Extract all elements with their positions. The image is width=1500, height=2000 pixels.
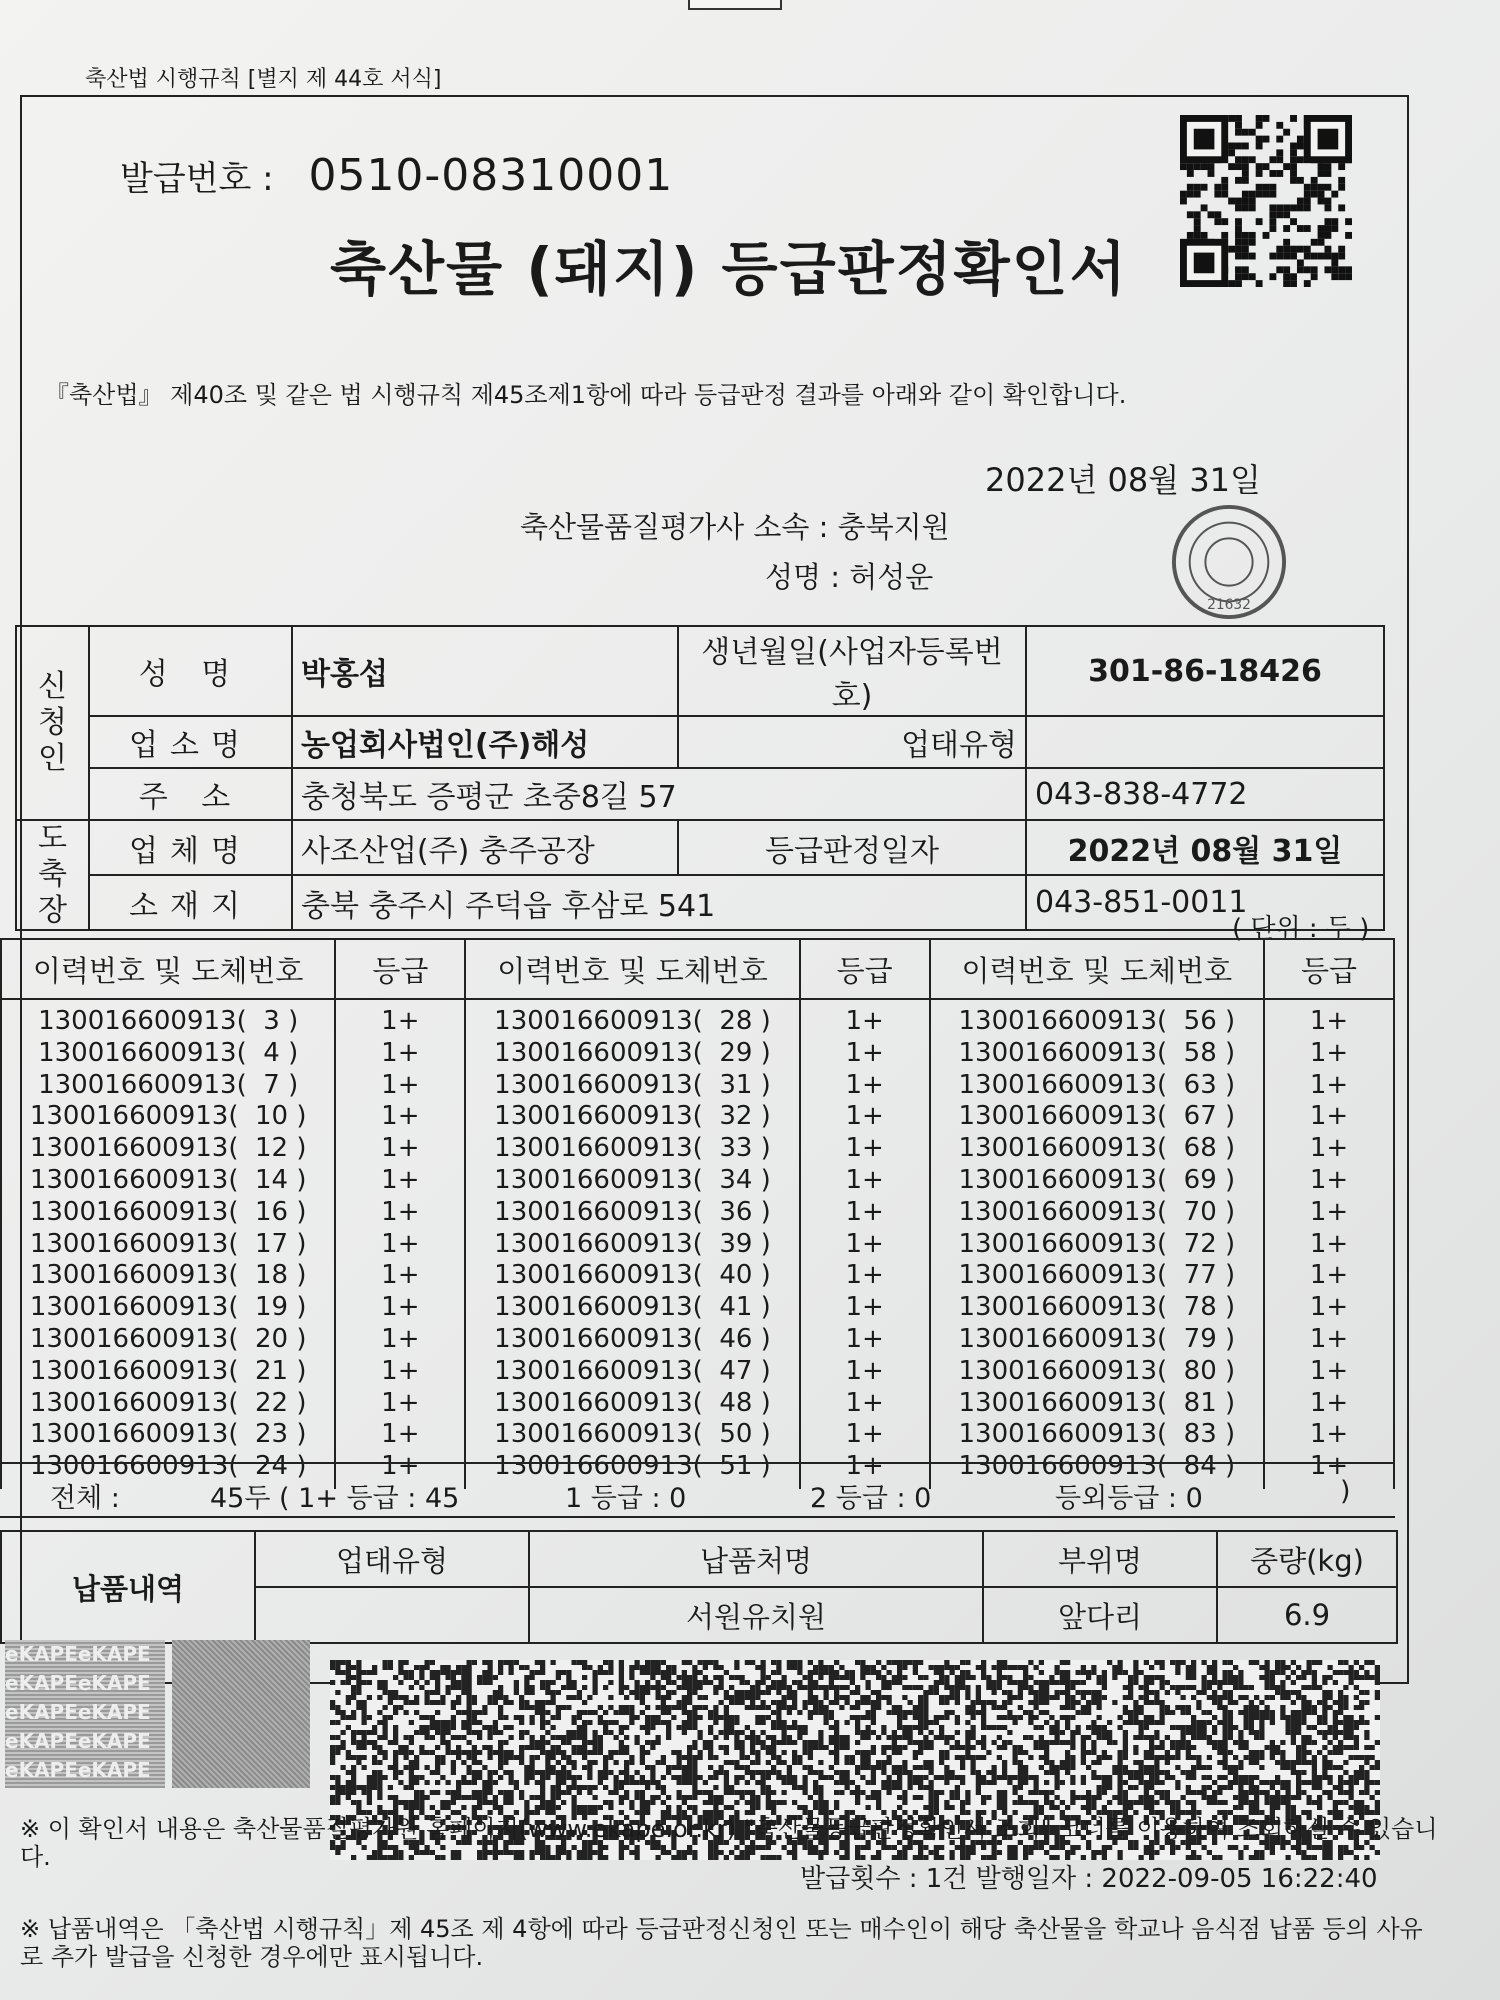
grade-value: 1+ (381, 1228, 420, 1259)
grade-value: 1+ (1309, 1355, 1349, 1386)
grade-value: 1+ (381, 1164, 420, 1195)
carcass-id: 130016600913( 33 ) (494, 1133, 771, 1164)
grade-value: 1+ (845, 1387, 884, 1418)
grade-value: 1+ (845, 1164, 884, 1195)
carcass-id: 130016600913( 80 ) (958, 1355, 1236, 1386)
staple-tab (688, 0, 782, 10)
grade-value: 1+ (1309, 1323, 1349, 1354)
grade-value: 1+ (1309, 1006, 1349, 1036)
delivery-recipient: 서원유치원 (529, 1587, 983, 1643)
carcass-id: 130016600913( 10 ) (29, 1101, 307, 1132)
grade-value: 1+ (845, 1196, 884, 1227)
id-column (930, 999, 1264, 1489)
carcass-id: 130016600913( 29 ) (494, 1037, 771, 1068)
grade-value: 1+ (381, 1387, 420, 1418)
totals-close: ) (1340, 1476, 1351, 1507)
grading-date-label: 등급판정일자 (678, 820, 1026, 875)
ekape-watermark (5, 1640, 165, 1788)
grade-value: 1+ (845, 1069, 884, 1100)
applicant-address: 충청북도 증평군 초중8길 57 (292, 768, 1026, 820)
grade-value: 1+ (845, 1260, 884, 1291)
carcass-id: 130016600913( 69 ) (958, 1164, 1236, 1195)
delivery-business-type-header: 업태유형 (255, 1531, 529, 1587)
grade-value: 1+ (381, 1451, 420, 1482)
grade-value: 1+ (845, 1228, 884, 1259)
grade-value: 1+ (381, 1069, 420, 1100)
totals-row (0, 1462, 1395, 1518)
official-seal (1170, 503, 1288, 621)
carcass-id: 130016600913( 39 ) (494, 1228, 771, 1259)
evaluator-name: 성명 : 허성운 (765, 560, 934, 594)
intro-text: 『축산법』 제40조 및 같은 법 시행규칙 제45조제1항에 따라 등급판정 결과를 아래와 같이 확인합니다. (45, 381, 1127, 409)
id-column (465, 999, 799, 1489)
carcass-id: 130016600913( 58 ) (958, 1037, 1236, 1068)
grade-value: 1+ (381, 1133, 420, 1164)
totals-count: 45두 ( 1+ 등급 : 45 (210, 1483, 460, 1514)
carcass-id: 130016600913( 3 ) (38, 1006, 299, 1036)
carcass-id: 130016600913( 51 ) (494, 1451, 771, 1482)
carcass-id: 130016600913( 83 ) (958, 1419, 1236, 1450)
col-header-grade: 등급 (800, 939, 930, 999)
security-pattern (172, 1640, 310, 1788)
grade-value: 1+ (381, 1323, 420, 1354)
company-name: 농업회사법인(주)해성 (292, 716, 678, 768)
grading-date: 2022년 08월 31일 (1026, 820, 1384, 875)
delivery-table (0, 1530, 1398, 1644)
grade-value: 1+ (1309, 1069, 1349, 1100)
company-label: 업소명 (89, 716, 292, 768)
issue-date: 2022년 08월 31일 (985, 461, 1261, 499)
grade-value: 1+ (381, 1292, 420, 1323)
col-header-id: 이력번호 및 도체번호 (465, 939, 799, 999)
carcass-id: 130016600913( 78 ) (958, 1292, 1236, 1323)
issue-number: 0510-08310001 (308, 150, 674, 201)
delivery-recipient-header: 납품처명 (529, 1531, 983, 1587)
carcass-id: 130016600913( 21 ) (29, 1355, 307, 1386)
seal-number: 21632 (1207, 597, 1251, 614)
totals-label: 전체 : (50, 1483, 120, 1514)
grade-value: 1+ (1309, 1196, 1349, 1227)
grade-value: 1+ (1309, 1133, 1349, 1164)
carcass-id: 130016600913( 4 ) (38, 1037, 299, 1068)
issue-info: 발급횟수 : 1건 발행일자 : 2022-09-05 16:22:40 (800, 1864, 1378, 1894)
carcass-id: 130016600913( 7 ) (38, 1069, 299, 1100)
location-label: 소재지 (89, 875, 292, 930)
applicant-name: 박홍섭 (292, 626, 678, 716)
carcass-id: 130016600913( 40 ) (494, 1260, 771, 1291)
carcass-id: 130016600913( 47 ) (494, 1355, 771, 1386)
grade-value: 1+ (845, 1323, 884, 1354)
slaughterhouse-location: 충북 충주시 주덕읍 후삼로 541 (292, 875, 1026, 930)
grade-value: 1+ (1309, 1419, 1349, 1450)
business-type-value (1026, 716, 1384, 768)
delivery-weight-header: 중량(kg) (1217, 1531, 1397, 1587)
grade-value: 1+ (845, 1419, 884, 1450)
carcass-id: 130016600913( 68 ) (958, 1133, 1236, 1164)
unit-label: ( 단위 : 두 ) (1232, 914, 1370, 944)
delivery-part: 앞다리 (983, 1587, 1217, 1643)
carcass-id: 130016600913( 79 ) (958, 1323, 1236, 1354)
grade-value: 1+ (381, 1260, 420, 1291)
carcass-id: 130016600913( 28 ) (494, 1006, 771, 1036)
carcass-id: 130016600913( 70 ) (958, 1196, 1236, 1227)
carcass-id: 130016600913( 41 ) (494, 1292, 771, 1323)
carcass-id: 130016600913( 72 ) (958, 1228, 1236, 1259)
slaughterhouse-phone: 043-851-0011 (1026, 875, 1384, 930)
grade-value: 1+ (1309, 1387, 1349, 1418)
evaluator-affiliation: 축산물품질평가사 소속 : 충북지원 (520, 510, 950, 544)
form-reference: 축산법 시행규칙 [별지 제 44호 서식] (85, 67, 442, 92)
carcass-id: 130016600913( 31 ) (494, 1069, 771, 1100)
grade-value: 1+ (381, 1101, 420, 1132)
grade-value: 1+ (845, 1355, 884, 1386)
slaughterhouse-name: 사조산업(주) 충주공장 (292, 820, 678, 875)
grade-column (335, 999, 465, 1489)
grade-value: 1+ (845, 1037, 884, 1068)
info-table (15, 625, 1385, 931)
qr-code (1172, 115, 1360, 287)
totals-grade2: 2 등급 : 0 (810, 1483, 932, 1514)
grade-table-body (1, 999, 1394, 1489)
watermark-line: eKAPEeKAPE (5, 1700, 151, 1724)
carcass-id: 130016600913( 46 ) (494, 1323, 771, 1354)
grade-column (1264, 999, 1394, 1489)
grade-value: 1+ (845, 1006, 884, 1036)
issue-number-row (120, 150, 673, 201)
business-number: 301-86-18426 (1026, 626, 1384, 716)
watermark-line: eKAPEeKAPE (5, 1758, 151, 1782)
carcass-id: 130016600913( 56 ) (958, 1006, 1236, 1036)
carcass-id: 130016600913( 12 ) (29, 1133, 307, 1164)
carcass-id: 130016600913( 20 ) (29, 1323, 307, 1354)
name-label: 성 명 (89, 626, 292, 716)
delivery-part-header: 부위명 (983, 1531, 1217, 1587)
totals-ungraded: 등외등급 : 0 (1055, 1483, 1203, 1514)
carcass-id: 130016600913( 22 ) (29, 1387, 307, 1418)
watermark-line: eKAPEeKAPE (5, 1671, 151, 1695)
address-label: 주 소 (89, 768, 292, 820)
document-title: 축산물 (돼지) 등급판정확인서 (330, 235, 1128, 303)
grade-value: 1+ (1309, 1451, 1349, 1482)
carcass-id: 130016600913( 50 ) (494, 1419, 771, 1450)
grade-value: 1+ (845, 1292, 884, 1323)
delivery-weight: 6.9 (1217, 1587, 1397, 1643)
carcass-id: 130016600913( 77 ) (958, 1260, 1236, 1291)
carcass-id: 130016600913( 19 ) (29, 1292, 307, 1323)
grade-value: 1+ (1309, 1037, 1349, 1068)
applicant-phone: 043-838-4772 (1026, 768, 1384, 820)
delivery-business-type (255, 1587, 529, 1643)
carcass-id: 130016600913( 24 ) (29, 1451, 307, 1482)
col-header-grade: 등급 (1264, 939, 1394, 999)
carcass-id: 130016600913( 16 ) (29, 1196, 307, 1227)
watermark-line: eKAPEeKAPE (5, 1729, 151, 1753)
carcass-id: 130016600913( 84 ) (958, 1451, 1236, 1482)
note-2: ※ 납품내역은 「축산법 시행규칙」제 45조 제 4항에 따라 등급판정신청인 또는 매수인이 해당 축산물을 학교나 음식점 납품 등의 사유로 추가 발급을 신청한 경우에만 표시됩니다. (20, 1915, 1423, 1971)
birth-label: 생년월일(사업자등록번호) (678, 626, 1026, 716)
grade-value: 1+ (381, 1355, 420, 1386)
grade-value: 1+ (381, 1037, 420, 1068)
grade-value: 1+ (381, 1006, 420, 1036)
id-column (1, 999, 335, 1489)
carcass-id: 130016600913( 36 ) (494, 1196, 771, 1227)
totals-grade1: 1 등급 : 0 (565, 1483, 687, 1514)
grade-column (800, 999, 930, 1489)
note-1: ※ 이 확인서 내용은 축산물품질평가원 홈페이지(www.ekape.or.kr) "축산물등급판정확인서 조회" 코너를 이용하여 조회하실 수 있습니다. (20, 1815, 1438, 1871)
applicant-section-label: 신청인 (16, 626, 89, 820)
grade-value: 1+ (1309, 1228, 1349, 1259)
grade-value: 1+ (381, 1196, 420, 1227)
slaughterhouse-name-label: 업체명 (89, 820, 292, 875)
carcass-id: 130016600913( 17 ) (29, 1228, 307, 1259)
carcass-id: 130016600913( 63 ) (958, 1069, 1236, 1100)
carcass-id: 130016600913( 18 ) (29, 1260, 307, 1291)
delivery-head: 납품내역 (1, 1531, 255, 1643)
carcass-id: 130016600913( 32 ) (494, 1101, 771, 1132)
carcass-id: 130016600913( 67 ) (958, 1101, 1236, 1132)
watermark-line: eKAPEeKAPE (5, 1642, 151, 1666)
issue-number-label: 발급번호 : (120, 159, 274, 199)
grade-value: 1+ (1309, 1101, 1349, 1132)
business-type-label: 업태유형 (678, 716, 1026, 768)
grade-table (0, 938, 1395, 1489)
carcass-id: 130016600913( 48 ) (494, 1387, 771, 1418)
grade-value: 1+ (381, 1419, 420, 1450)
grade-value: 1+ (845, 1133, 884, 1164)
carcass-id: 130016600913( 81 ) (958, 1387, 1236, 1418)
grade-value: 1+ (845, 1451, 884, 1482)
grade-value: 1+ (1309, 1292, 1349, 1323)
col-header-grade: 등급 (335, 939, 465, 999)
carcass-id: 130016600913( 14 ) (29, 1164, 307, 1195)
col-header-id: 이력번호 및 도체번호 (930, 939, 1264, 999)
slaughterhouse-section-label: 도축장 (16, 820, 89, 930)
carcass-id: 130016600913( 34 ) (494, 1164, 771, 1195)
grade-value: 1+ (1309, 1164, 1349, 1195)
carcass-id: 130016600913( 23 ) (29, 1419, 307, 1450)
grade-value: 1+ (845, 1101, 884, 1132)
col-header-id: 이력번호 및 도체번호 (1, 939, 335, 999)
grade-value: 1+ (1309, 1260, 1349, 1291)
